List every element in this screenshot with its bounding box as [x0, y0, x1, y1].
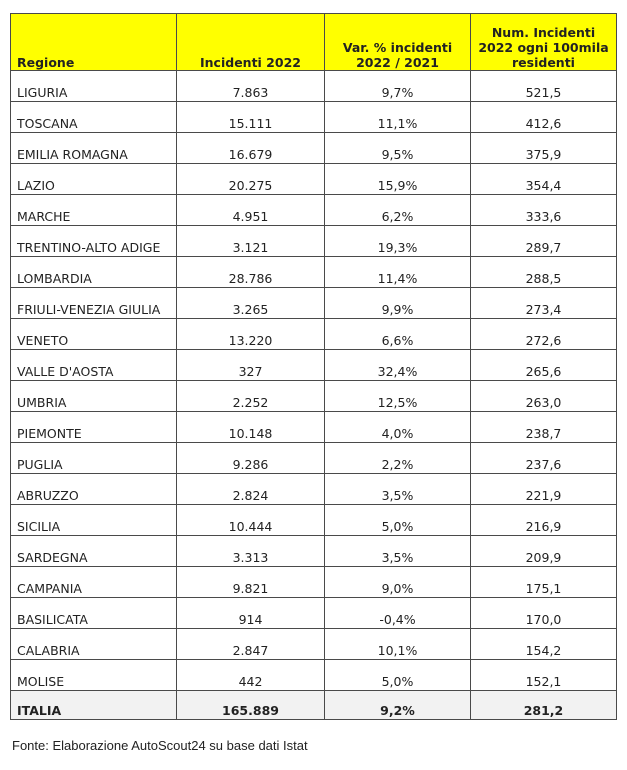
cell-variazione: 11,1%	[325, 102, 471, 133]
table-row	[11, 536, 617, 567]
cell-regione: UMBRIA	[11, 381, 177, 412]
cell-variazione: -0,4%	[325, 598, 471, 629]
cell-regione: LAZIO	[11, 164, 177, 195]
cell-incidenti-per-100mila: 412,6	[471, 102, 617, 133]
table-row	[11, 443, 617, 474]
table-row	[11, 567, 617, 598]
cell-incidenti: 2.847	[177, 629, 325, 660]
cell-variazione: 12,5%	[325, 381, 471, 412]
cell-incidenti-per-100mila: 333,6	[471, 195, 617, 226]
cell-regione: MOLISE	[11, 660, 177, 691]
cell-incidenti: 16.679	[177, 133, 325, 164]
cell-variazione: 4,0%	[325, 412, 471, 443]
table-row	[11, 505, 617, 536]
total-cell-incidenti-per-100mila: 281,2	[471, 691, 617, 720]
cell-incidenti-per-100mila: 354,4	[471, 164, 617, 195]
cell-incidenti: 9.821	[177, 567, 325, 598]
cell-incidenti: 20.275	[177, 164, 325, 195]
table-row	[11, 381, 617, 412]
cell-incidenti-per-100mila: 152,1	[471, 660, 617, 691]
cell-regione: VALLE D'AOSTA	[11, 350, 177, 381]
cell-incidenti: 2.824	[177, 474, 325, 505]
table-row	[11, 598, 617, 629]
cell-variazione: 5,0%	[325, 660, 471, 691]
cell-regione: TOSCANA	[11, 102, 177, 133]
cell-incidenti-per-100mila: 216,9	[471, 505, 617, 536]
cell-incidenti: 327	[177, 350, 325, 381]
cell-incidenti-per-100mila: 170,0	[471, 598, 617, 629]
cell-incidenti-per-100mila: 238,7	[471, 412, 617, 443]
cell-variazione: 19,3%	[325, 226, 471, 257]
total-cell-incidenti: 165.889	[177, 691, 325, 720]
cell-incidenti: 3.265	[177, 288, 325, 319]
table-row	[11, 133, 617, 164]
total-cell-regione: ITALIA	[11, 691, 177, 720]
cell-incidenti-per-100mila: 154,2	[471, 629, 617, 660]
cell-variazione: 11,4%	[325, 257, 471, 288]
table-row	[11, 288, 617, 319]
cell-regione: FRIULI-VENEZIA GIULIA	[11, 288, 177, 319]
cell-incidenti-per-100mila: 272,6	[471, 319, 617, 350]
cell-regione: BASILICATA	[11, 598, 177, 629]
header-incidenti-2022: Incidenti 2022	[177, 14, 325, 71]
cell-incidenti: 9.286	[177, 443, 325, 474]
table-row	[11, 195, 617, 226]
cell-regione: ABRUZZO	[11, 474, 177, 505]
cell-regione: SARDEGNA	[11, 536, 177, 567]
cell-incidenti-per-100mila: 288,5	[471, 257, 617, 288]
table-row	[11, 164, 617, 195]
source-note: Fonte: Elaborazione AutoScout24 su base dati Istat	[12, 738, 308, 753]
cell-incidenti-per-100mila: 221,9	[471, 474, 617, 505]
cell-variazione: 32,4%	[325, 350, 471, 381]
table-row	[11, 71, 617, 102]
cell-incidenti: 10.444	[177, 505, 325, 536]
cell-variazione: 9,9%	[325, 288, 471, 319]
table-row	[11, 474, 617, 505]
table-row	[11, 226, 617, 257]
cell-regione: VENETO	[11, 319, 177, 350]
cell-incidenti: 442	[177, 660, 325, 691]
cell-incidenti: 3.313	[177, 536, 325, 567]
cell-variazione: 5,0%	[325, 505, 471, 536]
cell-regione: PIEMONTE	[11, 412, 177, 443]
cell-incidenti-per-100mila: 289,7	[471, 226, 617, 257]
table-row	[11, 350, 617, 381]
header-regione: Regione	[11, 14, 177, 71]
cell-incidenti: 10.148	[177, 412, 325, 443]
cell-incidenti: 7.863	[177, 71, 325, 102]
total-cell-variazione: 9,2%	[325, 691, 471, 720]
cell-incidenti-per-100mila: 263,0	[471, 381, 617, 412]
cell-incidenti-per-100mila: 521,5	[471, 71, 617, 102]
cell-regione: CAMPANIA	[11, 567, 177, 598]
cell-variazione: 10,1%	[325, 629, 471, 660]
cell-incidenti: 4.951	[177, 195, 325, 226]
total-row	[11, 691, 617, 720]
cell-variazione: 2,2%	[325, 443, 471, 474]
cell-regione: LIGURIA	[11, 71, 177, 102]
cell-incidenti: 13.220	[177, 319, 325, 350]
cell-regione: TRENTINO-ALTO ADIGE	[11, 226, 177, 257]
cell-variazione: 9,7%	[325, 71, 471, 102]
cell-incidenti-per-100mila: 265,6	[471, 350, 617, 381]
cell-incidenti-per-100mila: 209,9	[471, 536, 617, 567]
table-body	[11, 71, 617, 720]
cell-regione: SICILIA	[11, 505, 177, 536]
cell-regione: MARCHE	[11, 195, 177, 226]
table-row	[11, 629, 617, 660]
cell-regione: LOMBARDIA	[11, 257, 177, 288]
cell-regione: EMILIA ROMAGNA	[11, 133, 177, 164]
cell-variazione: 6,2%	[325, 195, 471, 226]
cell-variazione: 3,5%	[325, 536, 471, 567]
header-variazione: Var. % incidenti 2022 / 2021	[325, 14, 471, 71]
cell-incidenti-per-100mila: 375,9	[471, 133, 617, 164]
table-row	[11, 102, 617, 133]
cell-variazione: 15,9%	[325, 164, 471, 195]
cell-regione: CALABRIA	[11, 629, 177, 660]
cell-incidenti: 3.121	[177, 226, 325, 257]
cell-variazione: 3,5%	[325, 474, 471, 505]
header-row	[11, 14, 617, 71]
cell-regione: PUGLIA	[11, 443, 177, 474]
table-row	[11, 660, 617, 691]
cell-incidenti: 28.786	[177, 257, 325, 288]
cell-variazione: 6,6%	[325, 319, 471, 350]
cell-variazione: 9,0%	[325, 567, 471, 598]
table-row	[11, 412, 617, 443]
cell-variazione: 9,5%	[325, 133, 471, 164]
cell-incidenti: 15.111	[177, 102, 325, 133]
table-row	[11, 257, 617, 288]
cell-incidenti: 914	[177, 598, 325, 629]
incidents-table	[10, 13, 617, 720]
cell-incidenti-per-100mila: 237,6	[471, 443, 617, 474]
cell-incidenti: 2.252	[177, 381, 325, 412]
header-incidenti-per-100mila: Num. Incidenti 2022 ogni 100mila residenti	[471, 14, 617, 71]
cell-incidenti-per-100mila: 175,1	[471, 567, 617, 598]
cell-incidenti-per-100mila: 273,4	[471, 288, 617, 319]
table-row	[11, 319, 617, 350]
